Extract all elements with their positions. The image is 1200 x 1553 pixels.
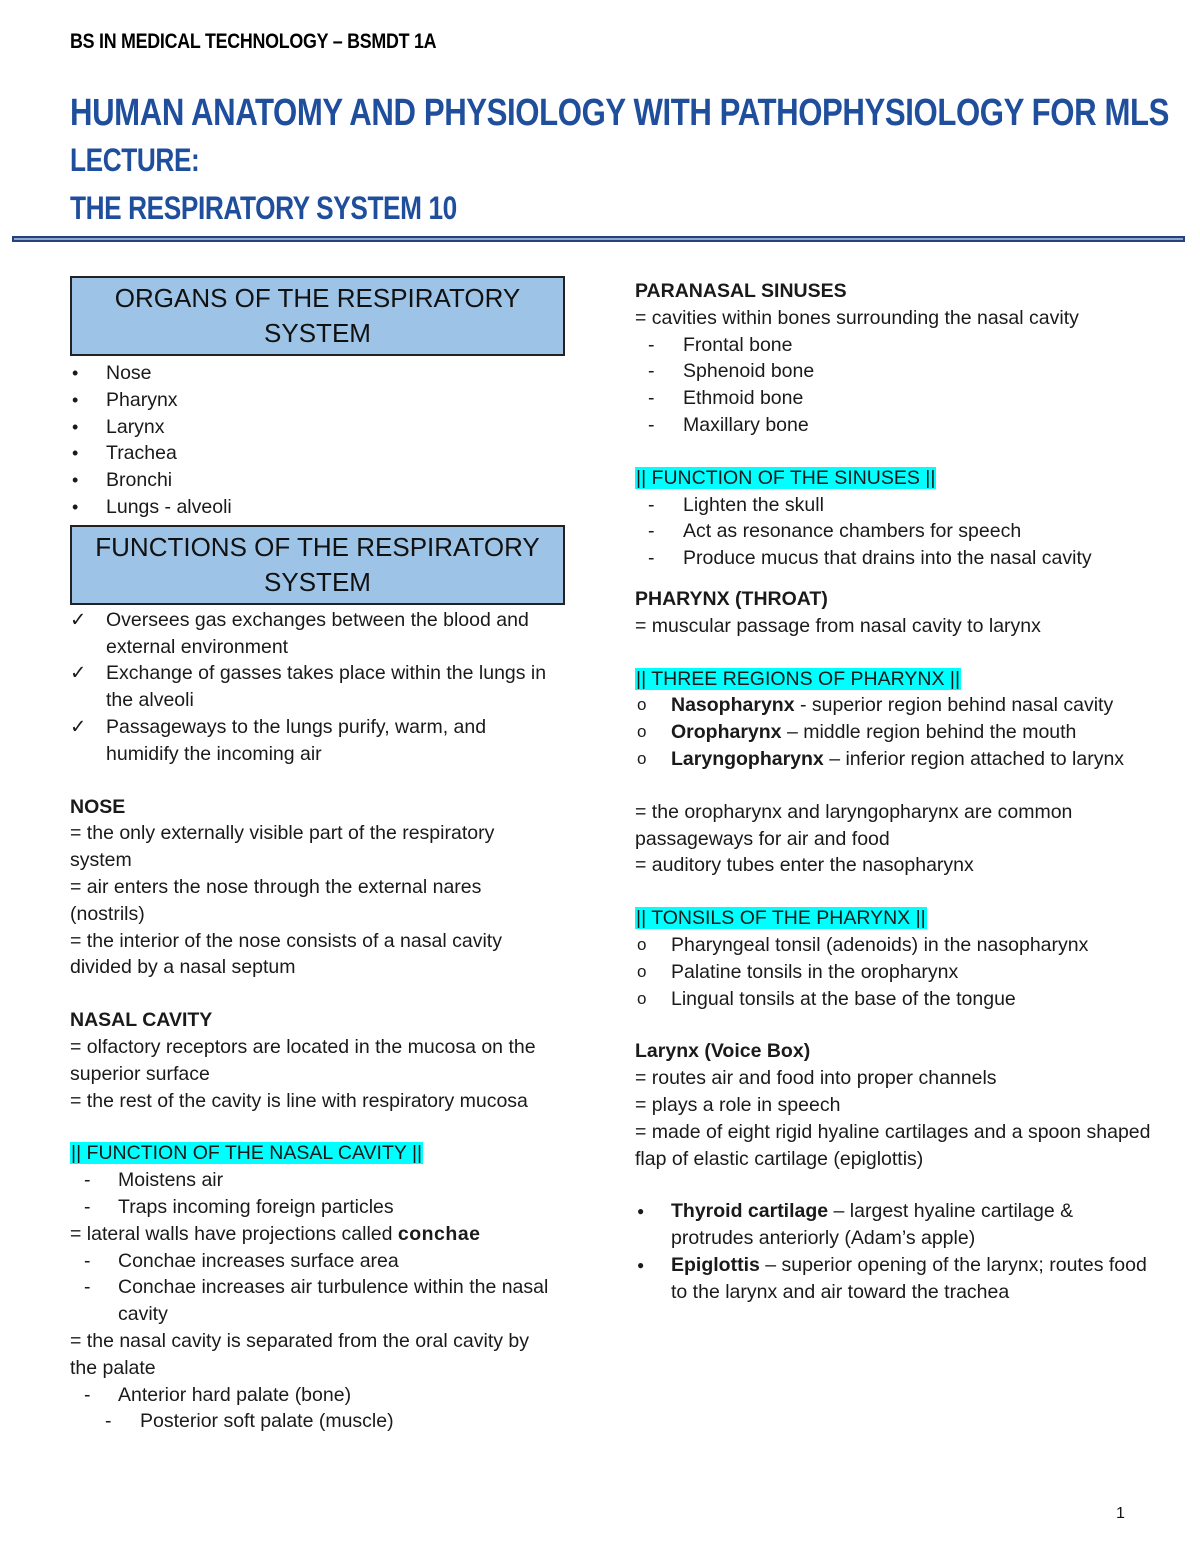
pharynx-note: = the oropharynx and laryngopharynx are common passageways for air and food bbox=[635, 800, 1073, 850]
larynx-line: = routes air and food into proper channels bbox=[635, 1067, 997, 1090]
list-item: • Pharynx bbox=[70, 387, 560, 414]
nose-line: = the interior of the nose consists of a nasal cavity divided by a nasal septum bbox=[70, 929, 502, 979]
list-item: - Frontal bone bbox=[635, 332, 1155, 359]
functions-list bbox=[70, 607, 560, 768]
conchae-list bbox=[70, 1248, 560, 1328]
cartilage-term: Epiglottis bbox=[671, 1253, 760, 1276]
conchae-term: conchae bbox=[397, 1222, 481, 1245]
list-item: • Trachea bbox=[70, 440, 560, 467]
list-item: - Moistens air bbox=[70, 1167, 560, 1194]
sinus-function-heading: || FUNCTION OF THE SINUSES || bbox=[636, 466, 936, 489]
list-item: - Posterior soft palate (muscle) bbox=[70, 1408, 560, 1435]
list-item: o Palatine tonsils in the oropharynx bbox=[635, 959, 1155, 986]
list-item: ✓ Exchange of gasses takes place within the lungs in the alveoli bbox=[70, 660, 560, 714]
region-term: Oropharynx bbox=[671, 721, 782, 744]
palate-list bbox=[70, 1382, 560, 1436]
list-item bbox=[635, 719, 1155, 746]
cartilage-desc: – superior opening of the larynx; routes food to the larynx and air toward the trachea bbox=[671, 1253, 1147, 1303]
region-desc: – inferior region attached to larynx bbox=[823, 747, 1125, 770]
sinus-bone-list bbox=[635, 332, 1155, 439]
list-item: • Nose bbox=[70, 360, 560, 387]
list-item: - Conchae increases surface area bbox=[70, 1248, 560, 1275]
list-item: - Anterior hard palate (bone) bbox=[70, 1382, 560, 1409]
list-item: - Act as resonance chambers for speech bbox=[635, 518, 1155, 545]
sinus-heading: PARANASAL SINUSES bbox=[635, 280, 847, 302]
region-term: Laryngopharynx bbox=[671, 747, 824, 770]
conchae-line bbox=[70, 1221, 560, 1248]
list-item: • Larynx bbox=[70, 414, 560, 441]
regions-heading: || THREE REGIONS OF PHARYNX || bbox=[636, 667, 961, 690]
nose-heading: NOSE bbox=[70, 795, 126, 818]
tonsils-list bbox=[635, 932, 1155, 1012]
cartilage-desc: – largest hyaline cartilage & protrudes anteriorly (Adam’s apple) bbox=[671, 1200, 1074, 1250]
list-item: - Produce mucus that drains into the nasal cavity bbox=[635, 545, 1155, 572]
pharynx-line: = muscular passage from nasal cavity to larynx bbox=[635, 614, 1041, 637]
pharynx-note: = auditory tubes enter the nasopharynx bbox=[635, 854, 974, 877]
pharynx-heading: PHARYNX (THROAT) bbox=[635, 587, 828, 610]
sinus-function-list bbox=[635, 492, 1155, 572]
list-item: - Sphenoid bone bbox=[635, 358, 1155, 385]
cartilage-list bbox=[635, 1198, 1155, 1305]
topic-title: THE RESPIRATORY SYSTEM 10 bbox=[70, 190, 457, 226]
list-item: o Pharyngeal tonsil (adenoids) in the nasopharynx bbox=[635, 932, 1155, 959]
nasal-function-list bbox=[70, 1167, 560, 1221]
list-item bbox=[635, 746, 1155, 773]
nasal-line: = olfactory receptors are located in the mucosa on the superior surface bbox=[70, 1035, 536, 1085]
conchae-line-text: = lateral walls have projections called bbox=[70, 1222, 398, 1245]
tonsils-heading: || TONSILS OF THE PHARYNX || bbox=[636, 907, 926, 930]
region-desc: – middle region behind the mouth bbox=[781, 721, 1077, 744]
nasal-cavity-heading: NASAL CAVITY bbox=[70, 1009, 213, 1032]
organs-box-title: ORGANS OF THE RESPIRATORY SYSTEM bbox=[70, 276, 565, 356]
palate-line: = the nasal cavity is separated from the oral cavity by the palate bbox=[70, 1329, 530, 1379]
right-column bbox=[635, 278, 1155, 1306]
list-item: - Lighten the skull bbox=[635, 492, 1155, 519]
list-item: - Traps incoming foreign particles bbox=[70, 1194, 560, 1221]
course-header: BS IN MEDICAL TECHNOLOGY – BSMDT 1A bbox=[70, 30, 437, 53]
organs-list bbox=[70, 360, 560, 521]
list-item bbox=[635, 692, 1155, 719]
cartilage-term: Thyroid cartilage bbox=[671, 1200, 829, 1223]
nasal-line: = the rest of the cavity is line with respiratory mucosa bbox=[70, 1089, 528, 1112]
larynx-heading: Larynx (Voice Box) bbox=[635, 1040, 811, 1063]
list-item: o Lingual tonsils at the base of the tongue bbox=[635, 986, 1155, 1013]
list-item: ✓ Passageways to the lungs purify, warm, and humidify the incoming air bbox=[70, 714, 560, 768]
region-desc: - superior region behind nasal cavity bbox=[794, 694, 1114, 717]
nasal-function-heading: || FUNCTION OF THE NASAL CAVITY || bbox=[71, 1142, 423, 1165]
region-term: Nasopharynx bbox=[671, 694, 795, 717]
functions-box-title: FUNCTIONS OF THE RESPIRATORY SYSTEM bbox=[70, 525, 565, 605]
regions-list bbox=[635, 692, 1155, 772]
list-item: - Conchae increases air turbulence within the nasal cavity bbox=[70, 1274, 560, 1328]
larynx-line: = made of eight rigid hyaline cartilages and a spoon shaped flap of elastic cartilage (epiglottis) bbox=[635, 1120, 1151, 1170]
list-item: - Maxillary bone bbox=[635, 412, 1155, 439]
list-item: • Lungs - alveoli bbox=[70, 494, 560, 521]
header-rule bbox=[12, 236, 1185, 242]
list-item bbox=[635, 1252, 1155, 1306]
document-title: HUMAN ANATOMY AND PHYSIOLOGY WITH PATHOPHYSIOLOGY FOR MLS bbox=[70, 92, 1170, 134]
larynx-line: = plays a role in speech bbox=[635, 1093, 841, 1116]
list-item: ✓ Oversees gas exchanges between the blood and external environment bbox=[70, 607, 560, 661]
lecture-label: LECTURE: bbox=[70, 142, 200, 178]
list-item bbox=[635, 1198, 1155, 1252]
sinus-line: = cavities within bones surrounding the nasal cavity bbox=[635, 306, 1079, 329]
nose-line: = the only externally visible part of the respiratory system bbox=[70, 822, 495, 872]
nose-line: = air enters the nose through the external nares (nostrils) bbox=[70, 875, 482, 925]
left-column bbox=[70, 276, 560, 1435]
list-item: • Bronchi bbox=[70, 467, 560, 494]
list-item: - Ethmoid bone bbox=[635, 385, 1155, 412]
page-number: 1 bbox=[1116, 1505, 1125, 1522]
